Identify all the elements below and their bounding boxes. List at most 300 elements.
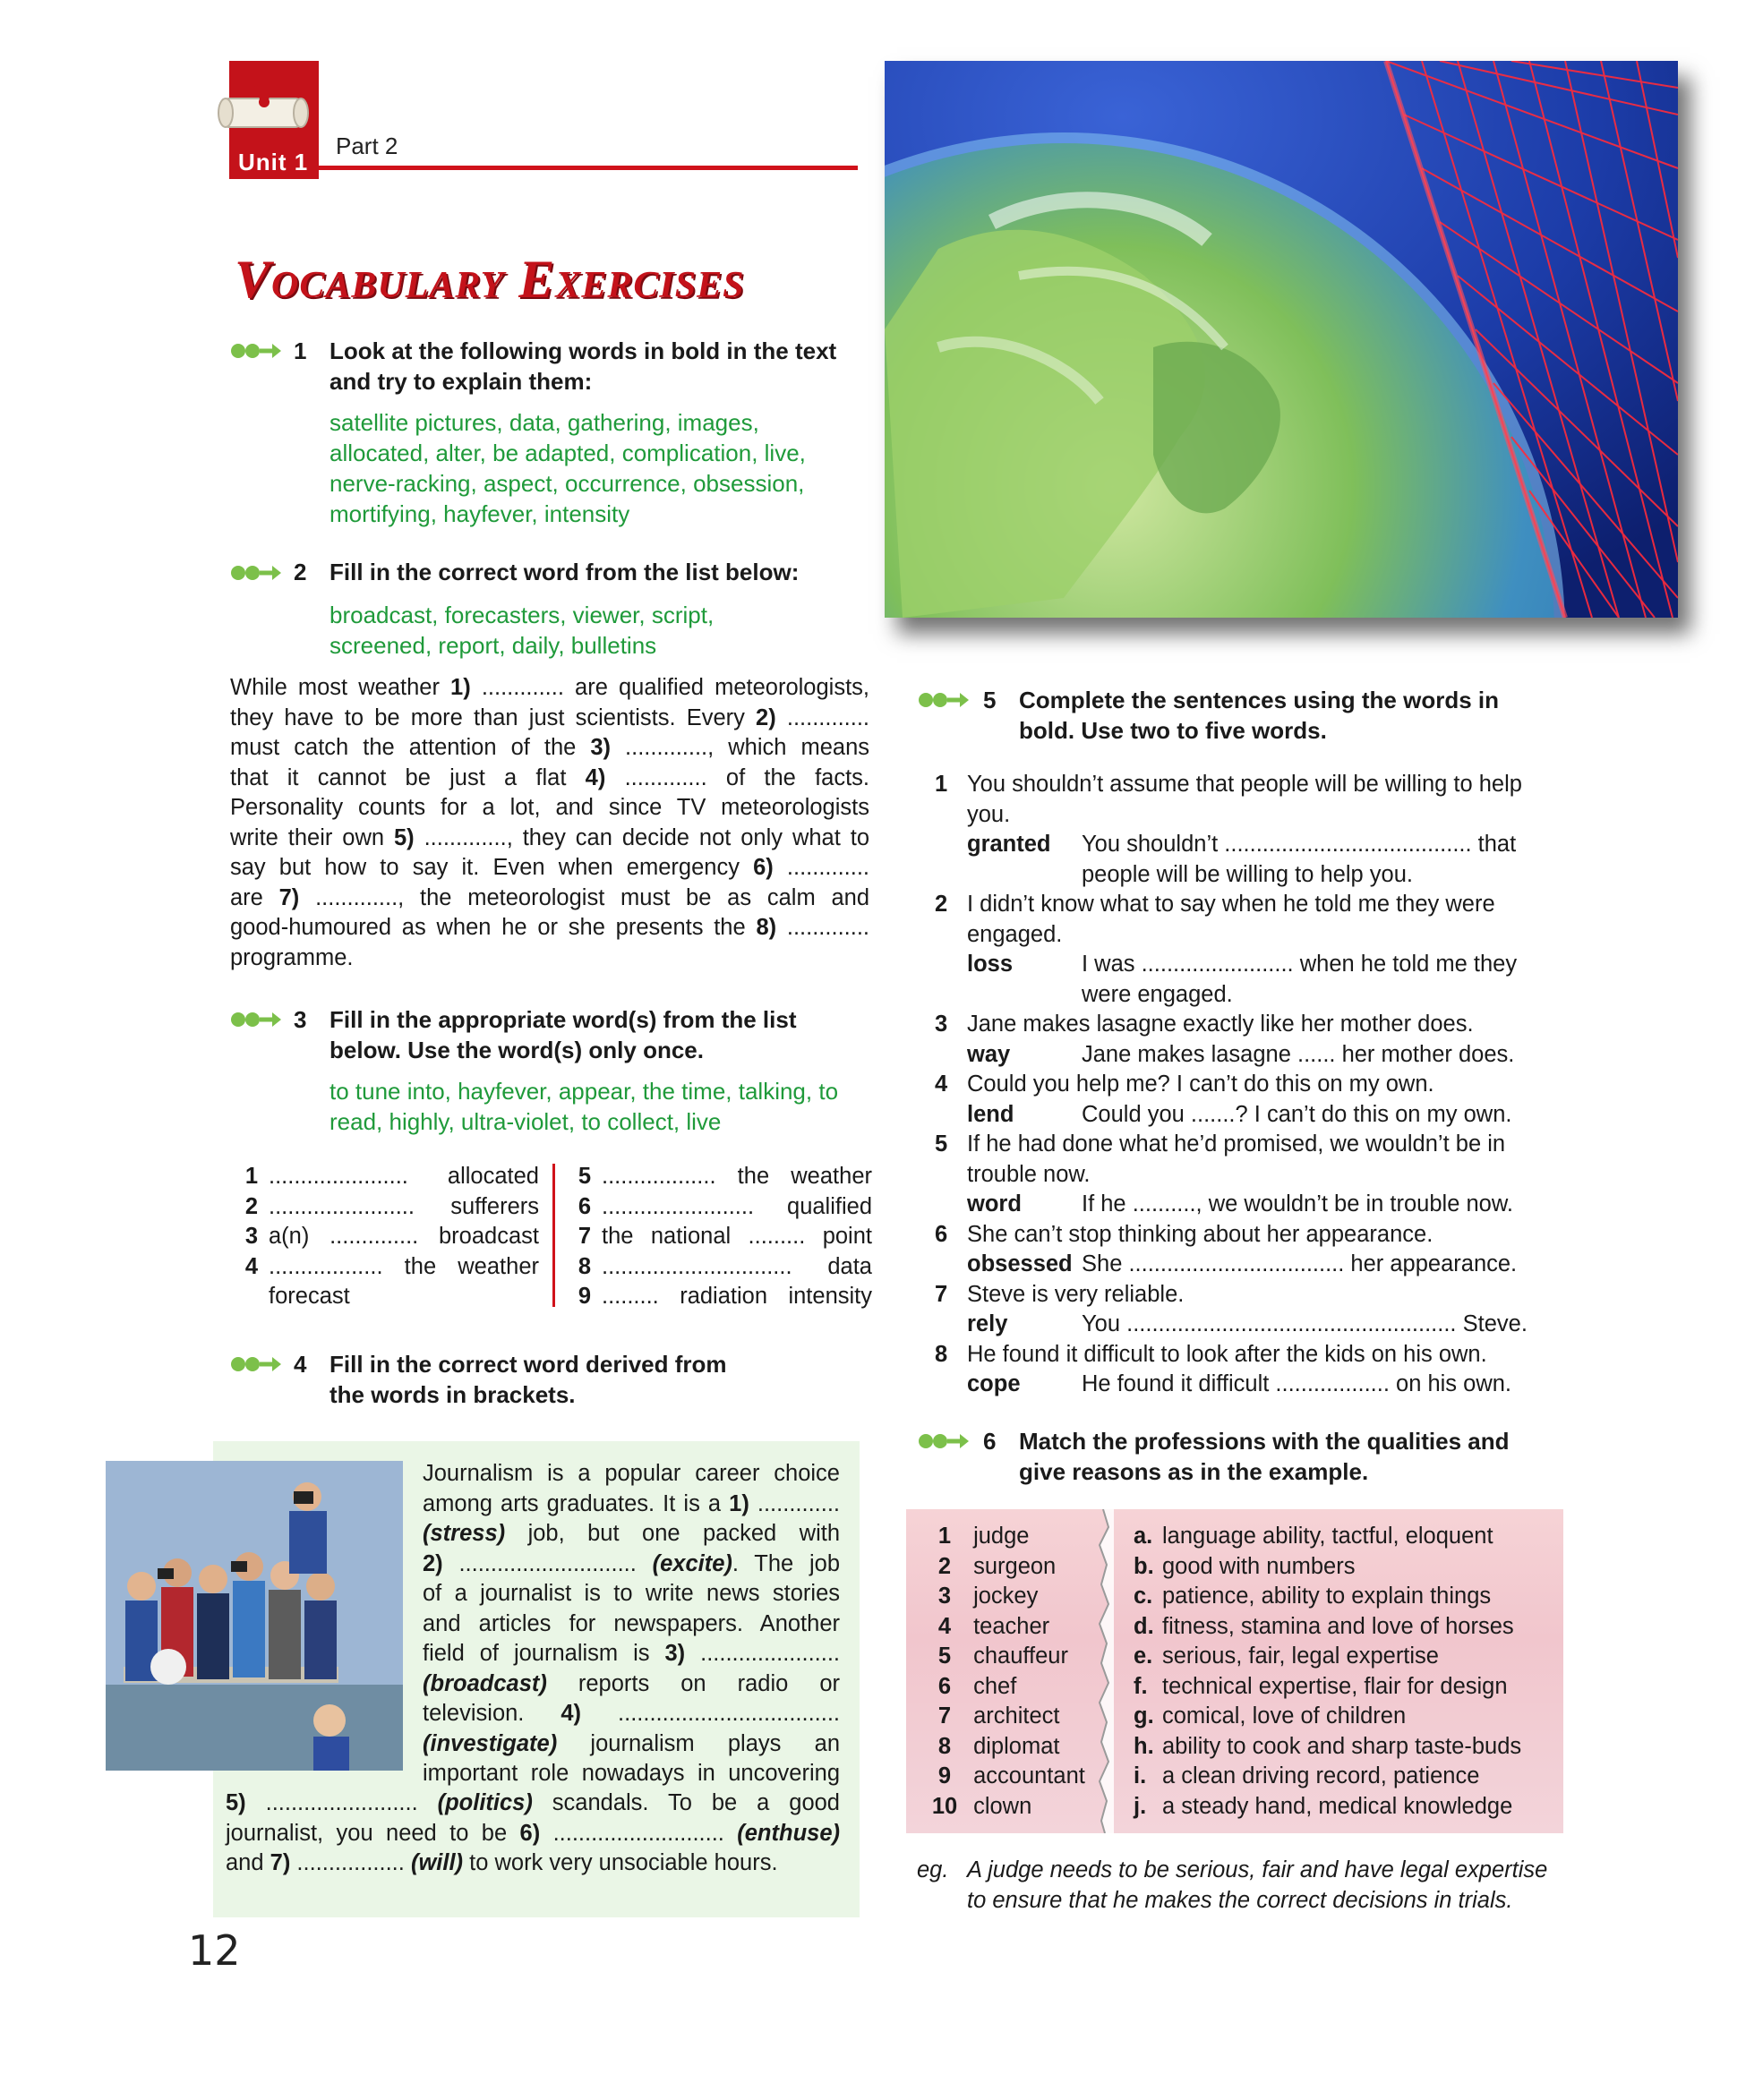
blank-number: 5) — [226, 1790, 246, 1815]
item-number: 5 — [578, 1164, 592, 1189]
profession-text: chauffeur — [967, 1643, 1068, 1669]
item-number: 2 — [937, 1553, 952, 1579]
text-segment: ............., the meteorologist must be as calm and — [299, 884, 869, 910]
page-title: Vocabulary Exercises — [235, 250, 745, 309]
item-letter: j. — [1134, 1793, 1147, 1819]
exercise-4-instruction — [329, 1349, 867, 1410]
instruction-line: Look at the following words in bold in the text — [329, 337, 837, 364]
item-number — [935, 800, 967, 831]
key-word — [967, 860, 1082, 891]
profession-text: surgeon — [967, 1553, 1057, 1579]
blank-number: 2) — [423, 1550, 443, 1576]
paragraph-line — [423, 1609, 840, 1640]
word-list-line: broadcast, forecasters, viewer, script, — [329, 602, 715, 628]
key-word: cope — [967, 1371, 1021, 1396]
answer-line — [935, 1040, 1562, 1071]
item-number: 8 — [937, 1733, 952, 1759]
item-number: 5 — [935, 1131, 948, 1157]
table-row — [235, 1192, 539, 1223]
text-segment: they have to be more than just scientists. Every — [230, 704, 757, 730]
instruction-line: give reasons as in the example. — [1019, 1458, 1369, 1485]
exercise-3-number: 3 — [294, 1006, 307, 1033]
sentence-line — [935, 890, 1562, 920]
answer-line — [935, 1190, 1562, 1220]
text-segment: and — [226, 1850, 270, 1875]
profession-row — [922, 1762, 1085, 1792]
item-letter: c. — [1134, 1584, 1153, 1609]
word-list-line: allocated, alter, be adapted, complication, live, — [329, 440, 806, 466]
text-segment: reports on radio or — [546, 1670, 840, 1696]
item-text: .................. the weather — [269, 1253, 539, 1279]
sentence-text: Steve is very reliable. — [967, 1281, 1185, 1307]
item-number — [935, 920, 967, 951]
blank-number: 7) — [278, 884, 300, 910]
answer-text: Could you .......? I can’t do this on my own. — [1082, 1101, 1512, 1127]
quality-row — [1134, 1522, 1521, 1552]
text-segment: must catch the attention of the — [230, 735, 591, 760]
table-row — [568, 1192, 872, 1223]
profession-text: judge — [967, 1524, 1030, 1549]
journalists-photo — [106, 1461, 403, 1771]
exercise-6-number: 6 — [983, 1428, 997, 1455]
blank-number: 3) — [664, 1641, 686, 1666]
blank-number: 6) — [519, 1820, 541, 1846]
profession-text: architect — [967, 1703, 1060, 1729]
paragraph-line — [230, 884, 869, 914]
profession-row — [922, 1582, 1085, 1612]
sentence-line — [935, 800, 1562, 831]
profession-row — [922, 1702, 1085, 1732]
text-segment: ............. of the facts. — [605, 764, 870, 790]
header-rule — [319, 166, 858, 170]
text-segment: While most weather — [230, 675, 451, 700]
text-segment: television. — [423, 1701, 561, 1726]
answer-line — [935, 950, 1562, 980]
exercise-3-right-column — [568, 1162, 872, 1312]
answer-text: I was ........................ when he told me they — [1082, 952, 1518, 977]
item-number: 9 — [937, 1763, 952, 1788]
sentence-text: If he had done what he’d promised, we wouldn’t be in — [967, 1131, 1506, 1157]
item-number: 3 — [244, 1224, 259, 1249]
text-segment: ................................... — [581, 1701, 840, 1726]
example-line: A judge needs to be serious, fair and have legal expertise — [967, 1857, 1548, 1882]
key-word: granted — [967, 832, 1051, 857]
key-word: way — [967, 1041, 1011, 1067]
text-segment: ............. — [773, 855, 869, 880]
text-segment: ............., which means — [611, 735, 869, 760]
sentence-text: Could you help me? I can’t do this on my own. — [967, 1071, 1434, 1097]
profession-text: chef — [967, 1673, 1017, 1699]
quality-text: comical, love of children — [1162, 1703, 1407, 1729]
paragraph-line — [423, 1490, 840, 1520]
quality-row — [1134, 1792, 1521, 1823]
blank-number: 6) — [753, 855, 774, 880]
exercise-4-number: 4 — [294, 1351, 307, 1378]
word-list-line: screened, report, daily, bulletins — [329, 632, 657, 659]
paragraph-line — [423, 1669, 840, 1700]
text-segment: ............. — [776, 915, 869, 940]
item-letter: h. — [1134, 1733, 1154, 1759]
exercise-4-paragraph-top — [423, 1459, 840, 1789]
text-segment: ............. — [749, 1490, 840, 1516]
paragraph-line — [230, 764, 869, 794]
quality-text: serious, fair, legal expertise — [1162, 1643, 1439, 1669]
earth-satellite-image — [885, 61, 1678, 618]
item-text: the national ......... point — [602, 1224, 872, 1249]
item-number: 1 — [935, 772, 948, 797]
sentence-line — [935, 1130, 1562, 1160]
paragraph-line — [423, 1699, 840, 1729]
paragraph-line — [230, 943, 869, 974]
table-row — [235, 1222, 539, 1252]
sentence-line — [935, 1340, 1562, 1370]
item-number: 6 — [935, 1221, 948, 1247]
paragraph-line — [226, 1848, 840, 1879]
diploma-scroll-icon — [215, 82, 313, 141]
exercise-3-instruction — [329, 1004, 867, 1065]
exercise-5-number: 5 — [983, 687, 997, 713]
torn-paper-edge — [1094, 1509, 1114, 1833]
item-number: 8 — [578, 1253, 592, 1279]
item-letter: a. — [1134, 1524, 1153, 1549]
example-sentence — [917, 1856, 1570, 1916]
item-number: 8 — [935, 1341, 948, 1367]
exercise-bullet-icon — [229, 340, 287, 362]
column-divider — [552, 1164, 555, 1307]
table-row — [568, 1282, 872, 1312]
profession-row — [922, 1522, 1085, 1552]
profession-text: diplomat — [967, 1733, 1060, 1759]
sentence-line — [935, 1160, 1562, 1191]
blank-number: 5) — [393, 824, 415, 850]
instruction-line: Fill in the correct word derived from — [329, 1351, 727, 1378]
text-segment: ........................... — [540, 1820, 738, 1846]
word-list-line: mortifying, hayfever, intensity — [329, 500, 630, 527]
blank-number: 8) — [756, 915, 777, 940]
text-segment: that it cannot be just a flat — [230, 764, 586, 790]
item-text: ........................ qualified — [602, 1193, 872, 1219]
sentence-text: You shouldn’t assume that people will be willing to help — [967, 772, 1522, 797]
blank-number: 7) — [270, 1850, 291, 1875]
blank-number: 4) — [561, 1701, 582, 1726]
table-row — [568, 1222, 872, 1252]
word-list-line: satellite pictures, data, gathering, images, — [329, 409, 759, 436]
base-word: (politics) — [437, 1790, 533, 1815]
answer-text: Jane makes lasagne ...... her mother does. — [1082, 1041, 1515, 1067]
exercise-bullet-icon — [229, 562, 287, 584]
answer-text: She .................................. her appearance. — [1082, 1251, 1518, 1276]
quality-row — [1134, 1642, 1521, 1672]
base-word: (stress) — [423, 1521, 506, 1546]
unit-label: Unit 1 — [238, 149, 309, 175]
quality-text: ability to cook and sharp taste-buds — [1162, 1733, 1522, 1759]
exercise-bullet-icon — [229, 1009, 287, 1030]
answer-text: If he .........., we wouldn’t be in trouble now. — [1082, 1191, 1513, 1216]
text-segment: programme. — [230, 944, 354, 970]
base-word: (excite) — [652, 1550, 732, 1576]
paragraph-line — [230, 704, 869, 734]
answer-line — [935, 860, 1562, 891]
item-number: 5 — [937, 1643, 952, 1669]
sentence-line — [935, 1010, 1562, 1040]
sentence-text: you. — [967, 801, 1011, 827]
instruction-line: the words in brackets. — [329, 1381, 576, 1408]
item-text: .................. the weather — [602, 1164, 872, 1189]
profession-row — [922, 1732, 1085, 1763]
word-list-line: to tune into, hayfever, appear, the time, talking, to — [329, 1078, 839, 1105]
exercise-4-paragraph-bottom — [226, 1788, 840, 1879]
example-line: to ensure that he makes the correct decisions in trials. — [967, 1887, 1513, 1913]
answer-text: were engaged. — [1082, 981, 1233, 1007]
profession-text: teacher — [967, 1613, 1050, 1639]
item-number: 3 — [935, 1012, 948, 1037]
item-text: forecast — [269, 1284, 350, 1309]
item-text: .............................. data — [602, 1253, 872, 1279]
instruction-line: Fill in the appropriate word(s) from the list — [329, 1006, 797, 1033]
exercise-5-list — [935, 770, 1562, 1400]
item-letter: b. — [1134, 1553, 1154, 1579]
text-segment: Personality counts for a lot, and since TV meteorologists — [230, 795, 869, 820]
text-segment: ............................ — [442, 1550, 653, 1576]
item-text: ...................... allocated — [269, 1164, 539, 1189]
profession-row — [922, 1612, 1085, 1643]
sentence-text: Jane makes lasagne exactly like her mother does. — [967, 1012, 1474, 1037]
qualities-list — [1134, 1522, 1521, 1822]
item-letter: e. — [1134, 1643, 1153, 1669]
item-text: ....................... sufferers — [269, 1193, 539, 1219]
answer-text: people will be willing to help you. — [1082, 861, 1413, 887]
table-row — [235, 1162, 539, 1192]
sentence-text: trouble now. — [967, 1161, 1091, 1187]
paragraph-line — [226, 1819, 840, 1849]
answer-text: He found it difficult .................. on his own. — [1082, 1371, 1512, 1396]
item-number — [935, 1160, 967, 1191]
exercise-1-word-list — [329, 407, 867, 529]
sentence-line — [935, 1280, 1562, 1310]
paragraph-line — [230, 913, 869, 943]
instruction-line: Complete the sentences using the words in — [1019, 687, 1499, 713]
sentence-text: engaged. — [967, 921, 1063, 947]
quality-text: a steady hand, medical knowledge — [1162, 1793, 1513, 1819]
answer-line — [935, 830, 1562, 860]
table-row — [235, 1282, 539, 1312]
text-segment: of a journalist is to write news stories — [423, 1581, 840, 1606]
table-row — [568, 1162, 872, 1192]
item-number: 4 — [244, 1253, 259, 1279]
item-number: 9 — [578, 1284, 592, 1309]
quality-row — [1134, 1702, 1521, 1732]
quality-text: fitness, stamina and love of horses — [1162, 1613, 1514, 1639]
text-segment: write their own — [230, 824, 394, 850]
profession-row — [922, 1642, 1085, 1672]
key-word: word — [967, 1191, 1022, 1216]
answer-text: You shouldn’t ....................................... that — [1082, 832, 1517, 857]
base-word: (investigate) — [423, 1730, 558, 1756]
exercise-bullet-icon — [917, 1430, 974, 1452]
paragraph-line — [230, 793, 869, 824]
exercise-2-word-list — [329, 600, 867, 661]
paragraph-line — [230, 733, 869, 764]
item-number — [235, 1282, 269, 1312]
quality-text: language ability, tactful, eloquent — [1162, 1524, 1493, 1549]
item-text: ......... radiation intensity — [602, 1284, 872, 1309]
paragraph-line — [423, 1639, 840, 1669]
instruction-line: bold. Use two to five words. — [1019, 717, 1327, 744]
blank-number: 1) — [729, 1490, 749, 1516]
text-segment: to work very unsociable hours. — [463, 1850, 778, 1875]
profession-row — [922, 1552, 1085, 1583]
item-letter: g. — [1134, 1703, 1154, 1729]
profession-text: clown — [967, 1793, 1032, 1819]
base-word: (enthuse) — [737, 1820, 840, 1846]
item-number: 3 — [937, 1584, 952, 1609]
text-segment: and articles for newspapers. Another — [423, 1610, 840, 1636]
exercise-3-left-column — [235, 1162, 539, 1312]
key-word: lend — [967, 1101, 1014, 1127]
key-word — [967, 980, 1082, 1011]
quality-row — [1134, 1762, 1521, 1792]
item-number: 4 — [935, 1071, 948, 1097]
answer-text: You .................................................... Steve. — [1082, 1311, 1528, 1336]
blank-number: 3) — [590, 735, 612, 760]
table-row — [568, 1252, 872, 1283]
key-word: obsessed — [967, 1251, 1073, 1276]
text-segment: ........................ — [245, 1790, 438, 1815]
item-number: 6 — [578, 1193, 592, 1219]
paragraph-line — [423, 1759, 840, 1789]
table-row — [235, 1252, 539, 1283]
word-list-line: nerve-racking, aspect, occurrence, obsession, — [329, 470, 805, 497]
answer-line — [935, 1100, 1562, 1131]
exercise-bullet-icon — [917, 689, 974, 711]
text-segment: important role nowadays in uncovering — [423, 1761, 840, 1786]
exercise-2-paragraph — [230, 673, 869, 973]
item-text: a(n) .............. broadcast — [269, 1224, 539, 1249]
base-word: (broadcast) — [423, 1670, 547, 1696]
profession-row — [922, 1672, 1085, 1703]
item-number: 7 — [935, 1281, 948, 1307]
key-word: loss — [967, 952, 1014, 977]
answer-line — [935, 1310, 1562, 1340]
text-segment: ................. — [290, 1850, 411, 1875]
text-segment: good-humoured as when he or she presents the — [230, 915, 757, 940]
answer-line — [935, 1370, 1562, 1400]
answer-line — [935, 980, 1562, 1011]
item-number: 7 — [578, 1224, 592, 1249]
text-segment: job, but one packed with — [505, 1521, 840, 1546]
part-label: Part 2 — [336, 132, 398, 159]
paragraph-line — [423, 1549, 840, 1580]
text-segment: say but how to say it. Even when emergency — [230, 855, 754, 880]
profession-text: jockey — [967, 1584, 1039, 1609]
item-number: 6 — [937, 1673, 952, 1699]
exercise-2-number: 2 — [294, 559, 307, 585]
text-segment: journalism plays an — [557, 1730, 840, 1756]
profession-row — [922, 1792, 1085, 1823]
blank-number: 4) — [585, 764, 606, 790]
text-segment: journalist, you need to be — [226, 1820, 520, 1846]
paragraph-line — [230, 824, 869, 854]
sentence-text: I didn’t know what to say when he told me they were — [967, 892, 1495, 917]
quality-text: patience, ability to explain things — [1162, 1584, 1492, 1609]
item-letter: d. — [1134, 1613, 1154, 1639]
text-segment: ............. — [775, 704, 869, 730]
blank-number: 2) — [756, 704, 776, 730]
item-number: 4 — [937, 1613, 952, 1639]
text-segment: ............. are qualified meteorologists, — [470, 675, 869, 700]
blank-number: 1) — [450, 675, 471, 700]
item-number: 10 — [931, 1793, 958, 1819]
text-segment: scandals. To be a good — [532, 1790, 840, 1815]
paragraph-line — [423, 1459, 840, 1490]
text-segment: . The job — [732, 1550, 841, 1576]
exercise-2-instruction: Fill in the correct word from the list below: — [329, 559, 800, 585]
exercise-1-instruction — [329, 336, 867, 397]
text-segment: ...................... — [685, 1641, 840, 1666]
quality-row — [1134, 1582, 1521, 1612]
text-segment: among arts graduates. It is a — [423, 1490, 730, 1516]
key-word: rely — [967, 1311, 1008, 1336]
word-list-line: read, highly, ultra-violet, to collect, live — [329, 1108, 722, 1135]
instruction-line: below. Use the word(s) only once. — [329, 1037, 704, 1063]
sentence-line — [935, 770, 1562, 800]
paragraph-line — [226, 1788, 840, 1819]
item-number: 1 — [244, 1164, 259, 1189]
base-word: (will) — [410, 1850, 464, 1875]
item-letter: i. — [1134, 1763, 1147, 1788]
exercise-6-instruction — [1019, 1426, 1574, 1487]
sentence-line — [935, 920, 1562, 951]
sentence-text: She can’t stop thinking about her appearance. — [967, 1221, 1434, 1247]
quality-text: good with numbers — [1162, 1553, 1356, 1579]
quality-row — [1134, 1732, 1521, 1763]
quality-row — [1134, 1612, 1521, 1643]
paragraph-line — [423, 1579, 840, 1609]
professions-list — [922, 1522, 1085, 1822]
text-segment: are — [230, 884, 279, 910]
quality-row — [1134, 1552, 1521, 1583]
text-segment: Journalism is a popular career choice — [423, 1461, 840, 1486]
item-number: 2 — [244, 1193, 259, 1219]
text-segment: field of journalism is — [423, 1641, 665, 1666]
quality-text: a clean driving record, patience — [1162, 1763, 1480, 1788]
exercise-5-instruction — [1019, 685, 1574, 746]
item-number: 2 — [935, 892, 948, 917]
answer-line — [935, 1250, 1562, 1280]
instruction-line: and try to explain them: — [329, 368, 593, 395]
paragraph-line — [230, 853, 869, 884]
quality-text: technical expertise, flair for design — [1162, 1673, 1508, 1699]
example-prefix: eg. — [917, 1857, 949, 1882]
page-number: 12 — [188, 1926, 241, 1975]
profession-text: accountant — [967, 1763, 1085, 1788]
exercise-3-word-list — [329, 1076, 867, 1137]
sentence-line — [935, 1070, 1562, 1100]
text-segment: ............., they can decide not only what to — [414, 824, 869, 850]
quality-row — [1134, 1672, 1521, 1703]
item-number: 7 — [937, 1703, 952, 1729]
paragraph-line — [423, 1729, 840, 1760]
item-letter: f. — [1134, 1673, 1148, 1699]
exercise-bullet-icon — [229, 1353, 287, 1375]
sentence-text: He found it difficult to look after the kids on his own. — [967, 1341, 1487, 1367]
sentence-line — [935, 1220, 1562, 1251]
item-number: 1 — [937, 1524, 952, 1549]
instruction-line: Match the professions with the qualities and — [1019, 1428, 1510, 1455]
paragraph-line — [423, 1519, 840, 1549]
exercise-1-number: 1 — [294, 337, 307, 364]
paragraph-line — [230, 673, 869, 704]
